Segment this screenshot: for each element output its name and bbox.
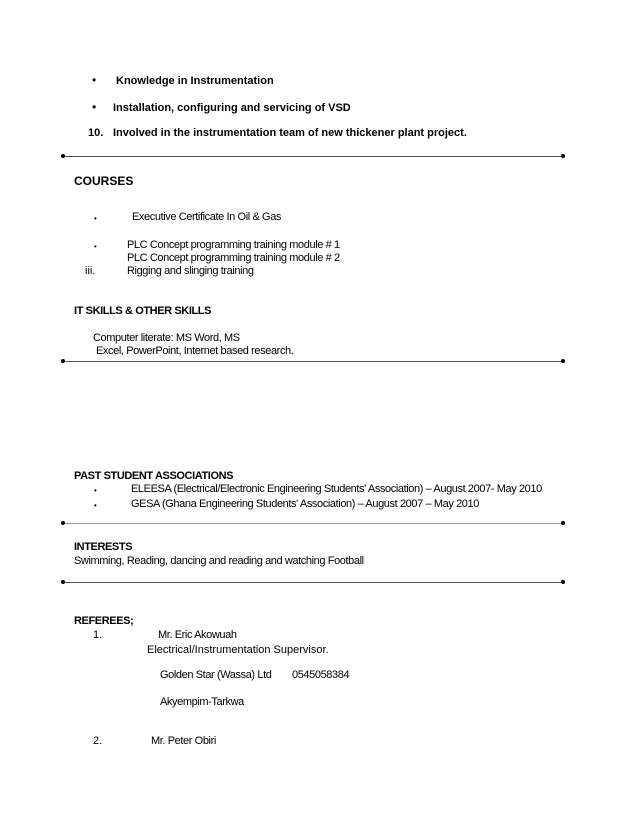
- referee-phone: 0545058384: [292, 669, 350, 681]
- referee-location: Akyempim-Tarkwa: [160, 696, 244, 708]
- course-item: PLC Concept programming training module # 1: [127, 239, 340, 251]
- referee-company: Golden Star (Wassa) Ltd: [160, 669, 272, 681]
- bullet-marker: •: [94, 501, 97, 510]
- divider-dot: [61, 521, 65, 525]
- bullet-marker: •: [94, 214, 97, 223]
- bullet-marker: •: [92, 73, 97, 87]
- bullet-marker: •: [92, 100, 97, 114]
- divider-dot: [561, 580, 565, 584]
- referees-heading: REFEREES;: [74, 615, 134, 627]
- referee-number: 1.: [93, 629, 103, 641]
- list-number: 10.: [88, 127, 104, 139]
- referee-title: Electrical/Instrumentation Supervisor.: [147, 644, 329, 656]
- course-item: PLC Concept programming training module # 2: [127, 252, 340, 264]
- divider-dot: [61, 580, 65, 584]
- section-divider: [62, 582, 562, 583]
- it-skills-heading: IT SKILLS & OTHER SKILLS: [74, 305, 212, 317]
- it-skills-line: Excel, PowerPoint, Internet based research.: [96, 345, 294, 357]
- section-divider: [62, 156, 562, 157]
- interests-text: Swimming, Reading, dancing and reading and watching Football: [74, 555, 364, 567]
- top-list-item: Involved in the instrumentation team of new thickener plant project.: [113, 127, 467, 139]
- top-list-item: Knowledge in Instrumentation: [116, 75, 274, 87]
- referee-name: Mr. Eric Akowuah: [158, 629, 237, 641]
- association-item: ELEESA (Electrical/Electronic Engineering Students' Association) – August 2007- May 2010: [131, 483, 542, 495]
- list-number: iii.: [85, 265, 96, 277]
- association-item: GESA (Ghana Engineering Students' Association) – August 2007 – May 2010: [131, 498, 479, 510]
- divider-dot: [61, 359, 65, 363]
- divider-dot: [561, 154, 565, 158]
- section-divider: [62, 523, 562, 524]
- it-skills-line: Computer literate: MS Word, MS: [93, 332, 240, 344]
- top-list-item: Installation, configuring and servicing of VSD: [113, 102, 351, 114]
- divider-dot: [561, 521, 565, 525]
- bullet-marker: •: [94, 242, 97, 251]
- bullet-marker: •: [94, 486, 97, 495]
- interests-heading: INTERESTS: [74, 541, 133, 553]
- associations-heading: PAST STUDENT ASSOCIATIONS: [74, 470, 234, 482]
- divider-dot: [61, 154, 65, 158]
- section-divider: [62, 361, 562, 362]
- referee-name: Mr. Peter Obiri: [151, 735, 216, 747]
- referee-number: 2.: [93, 735, 103, 747]
- divider-dot: [561, 359, 565, 363]
- courses-heading: COURSES: [74, 174, 134, 188]
- course-item: Rigging and slinging training: [127, 265, 254, 277]
- course-item: Executive Certificate In Oil & Gas: [132, 211, 282, 223]
